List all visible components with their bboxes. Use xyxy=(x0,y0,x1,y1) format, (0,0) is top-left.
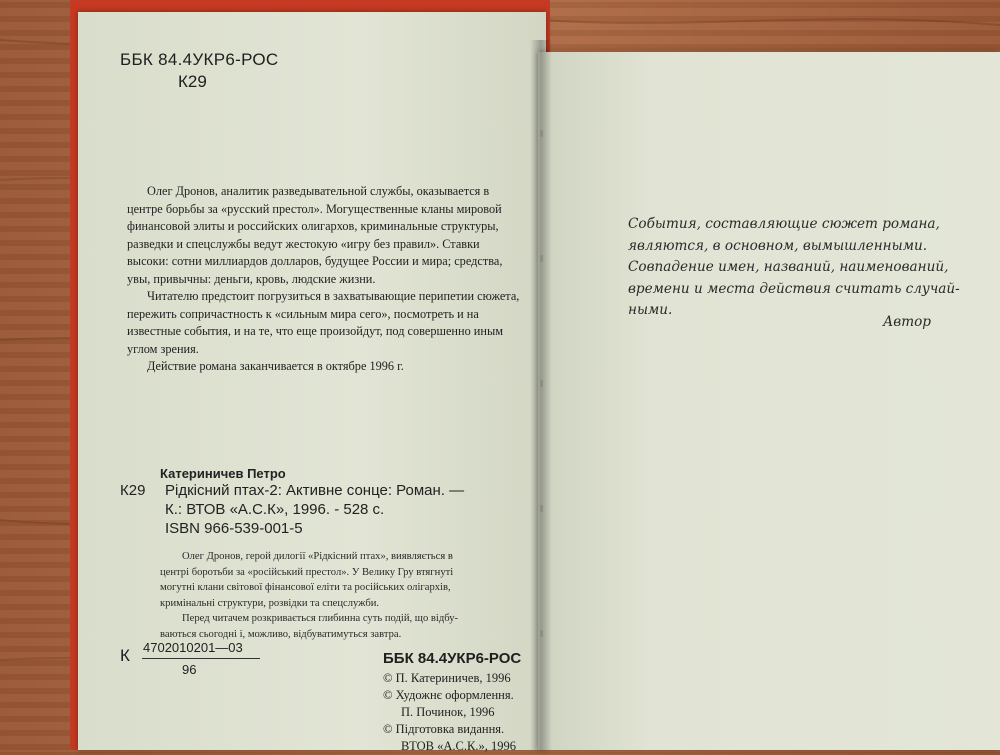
annotation-line: центре борьбы за «русский престол». Могущественные кланы мировой xyxy=(127,201,502,216)
annotation-ua-line: Олег Дронов, герой дилогії «Рідкісний птах», виявляється в xyxy=(182,551,453,562)
annotation-ua-line: ваються сьогодні і, можливо, відбуватимуться завтра. xyxy=(160,628,402,640)
disclaimer-line: ными. xyxy=(628,302,673,318)
disclaimer-line: являются, в основном, вымышленными. xyxy=(628,237,928,254)
binding-stitch xyxy=(540,505,543,512)
k-code-top: К29 xyxy=(178,72,207,91)
binding-stitch xyxy=(540,630,543,637)
book-spine xyxy=(530,40,552,750)
annotation-line: известные события, и на те, что еще произойдут, под совершенно иным xyxy=(127,324,503,338)
disclaimer-line: События, составляющие сюжет романа, xyxy=(628,216,940,232)
annotation-ua-line: кримінальні структури, розвідки та спецслужби. xyxy=(160,597,380,609)
annotation-line: Читателю предстоит погрузиться в захватывающие перипетии сюжета, xyxy=(147,289,520,303)
index-letter: К xyxy=(120,646,130,665)
copyright-line: © П. Катериничев, 1996 xyxy=(383,671,511,685)
bbk-code-top: ББК 84.4УКР6-РОС xyxy=(120,50,279,69)
copyright-line: © Підготовка видання. xyxy=(383,722,505,736)
annotation-line: высоки: сотни миллиардов долларов, будущее России и мира; средства, xyxy=(127,254,503,268)
copyright-line: ВТОВ «А.С.К.», 1996 xyxy=(401,739,516,753)
annotation-line: пережить сопричастность к «сильным мира сего», посмотреть и на xyxy=(127,306,479,321)
biblio-title-line: Рідкісний птах-2: Активне сонце: Роман. — xyxy=(165,482,465,499)
biblio-publisher-line: К.: ВТОВ «А.С.К», 1996. - 528 с. xyxy=(165,501,385,518)
annotation-line: углом зрения. xyxy=(127,341,199,356)
annotation-line: Олег Дронов, аналитик разведывательной службы, оказывается в xyxy=(147,184,490,198)
copyright-block xyxy=(383,670,516,755)
annotation-ua-line: могутні клани світової фінансової еліти та російських олігархів, xyxy=(160,582,451,593)
binding-stitch xyxy=(540,255,543,262)
biblio-k-code: К29 xyxy=(120,482,146,499)
disclaimer-line: времени и места действия считать случай- xyxy=(628,280,960,297)
annotation-ua-line: Перед читачем розкривається глибинна суть подій, що відбу- xyxy=(182,613,459,624)
index-denominator: 96 xyxy=(182,662,197,677)
right-page xyxy=(538,52,1000,750)
annotation-line: Действие романа заканчивается в октябре 1996 г. xyxy=(147,359,404,373)
index-numerator: 4702010201—03 xyxy=(143,640,243,655)
binding-stitch xyxy=(540,130,543,137)
annotation-ua-line: центрі боротьби за «російський престол». У Велику Гру втягнуті xyxy=(160,566,454,578)
annotation-line: финансовой элиты и российских олигархов, криминальные структуры, xyxy=(127,219,499,233)
fraction-line xyxy=(142,658,260,659)
binding-stitch xyxy=(540,380,543,387)
copyright-line: © Художнє оформлення. xyxy=(383,688,514,702)
annotation-line: увы, привычны: деньги, кровь, людские жизни. xyxy=(127,271,376,286)
disclaimer-line: Совпадение имен, названий, наименований, xyxy=(628,259,949,275)
annotation-ukrainian xyxy=(160,549,540,642)
fiction-disclaimer xyxy=(628,214,960,322)
author-signature: Автор xyxy=(883,314,931,330)
biblio-isbn-line: ISBN 966-539-001-5 xyxy=(165,520,303,537)
author-name: Катериничев Петро xyxy=(160,466,286,481)
copyright-line: П. Починок, 1996 xyxy=(401,705,495,719)
annotation-line: разведки и спецслужбы ведут жестокую «игру без правил». Ставки xyxy=(127,236,480,251)
bbk-code-bottom: ББК 84.4УКР6-РОС xyxy=(383,650,522,667)
annotation-russian xyxy=(127,183,540,376)
